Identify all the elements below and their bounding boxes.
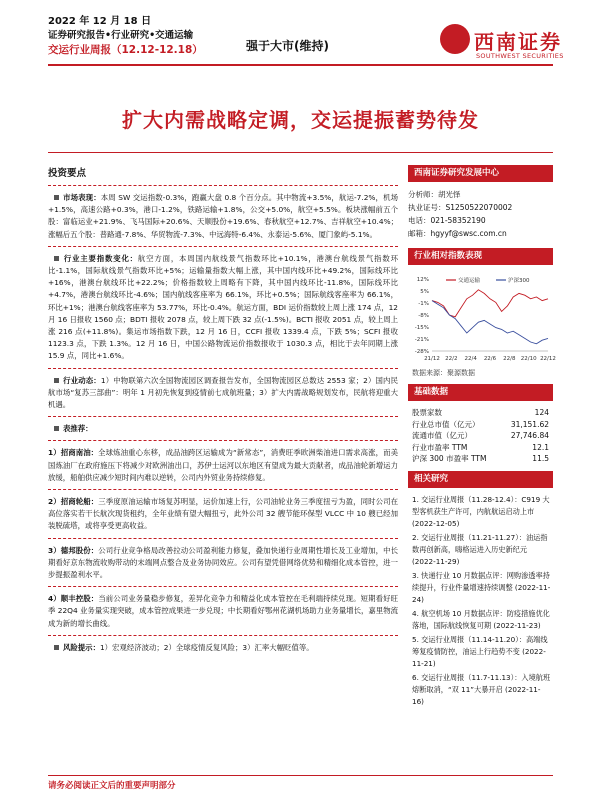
recommendation-text: 公司行业竞争格局改善拉动公司盈利能力修复，叠加快递行业周期性增长及工业增加，中长期看好京东物流收购带动的末端网点整合及业务协同效应。公司有望凭借网络优势和精细化成本管控，进一步提振盈利水平。 [48,545,398,580]
y-tick-label: -28% [414,349,429,355]
data-key: 行业市盈率 TTM [412,442,468,452]
footer-disclaimer: 请务必阅读正文后的重要声明部分 [48,781,176,791]
basic-data-row [408,453,553,465]
bullet-icon [54,195,59,200]
x-tick-label: 22/6 [483,356,497,362]
analyst-name: 分析师：胡光怿 [408,190,461,199]
recommendation-2 [48,489,398,538]
recommendation-title: 4）顺丰控股： [48,594,99,604]
analyst-license: 执业证号：S1250522070002 [408,203,513,212]
recommendation-1 [48,440,398,489]
data-value: 31,151.62 [510,419,549,429]
y-tick-label: -21% [414,337,429,343]
data-key: 股票家数 [412,408,442,417]
basic-data-row [408,407,553,419]
recommendation-title: 3）德邦股份： [48,545,99,555]
key-point-label: 行业动态： [63,375,101,385]
data-value: 124 [534,408,549,417]
basic-data-row [408,430,553,442]
key-point-recommend [48,416,398,440]
relative-index-chart [408,271,556,366]
relative-index-header: 行业相对指数表现 [408,248,553,265]
risk-text: 1）宏观经济波动；2）全球疫情反复风险；3）汇率大幅贬值等。 [99,642,314,652]
analyst-email[interactable]: 邮箱：hgyyf@swsc.com.cn [408,229,507,238]
key-point-text: 航空方面，本周国内航线景气指数环比+10.1%，港澳台航线景气指数环比-1.1%，国际航线景气指数环比+5%；运输量指数大幅上涨，其中国内线环比+49.2%，国际线环比+16%，港澳台航线环比+22.2%；价格指数较上周略有下降，其中国内线环比-11.8%，国际线环比+4.7%，港澳台航线环比-4.6%；国内航线客座率为 66.1%，环比+0.5%；国际航线客座率为 66.1%，环比+1%；港澳台航线客座率为 53.77%，环比-0.4%。航运方面，BDI 运价指数较上周上涨 174 点，12 月 16 日报收 1560 点；BDTI 报收 2078 点，较上周下跌 32 点(-1.5%)。BCTI 报收 2051 点，较上周上涨 216 点(+11.8%)。集运市场指数下跌，12 月 16 日，CCFI 报收 1339.4 点，下跌 5%；SCFI 报收 1123.3 点，下跌 1.3%。12 月 16 日，中国公路物流运价指数报收于 1030.3 点，相比于去年同期上涨 15.9 点，同比+1.6%。 [48,253,398,361]
key-points-title: 投资要点 [48,168,87,179]
related-report-link[interactable]: 5. 交运行业周报（11.14-11.20）：高端线筹复疫情防控，油运上行趋势不变 (2022-11-21) [412,634,548,668]
sidebar [408,165,556,710]
key-point-risk [48,635,398,659]
key-point-label: 行业主要指数变化： [63,253,138,263]
x-tick-label: 22/10 [520,356,537,362]
report-series-title: 交运行业周报（12.12-12.18） [48,44,203,56]
basic-data-row [408,442,553,454]
key-point-market [48,185,398,246]
series-line-hs300 [432,301,548,344]
recommendation-title: 1）招商南油： [48,448,99,458]
report-headline: 扩大内需战略定调，交运提振蓄势待发 [122,108,479,132]
bullet-icon [54,645,59,650]
headline-divider [48,152,553,153]
related-report-link[interactable]: 6. 交运行业周报（11.7-11.13）：入境航班熔断取消，“双 11”大暴开启 (2022-11-16) [412,672,551,706]
key-point-text: 本周 SW 交运指数-0.3%，跑赢大盘 0.8 个百分点。其中物流+3.5%，航运-7.2%，机场+1.5%，高速公路+0.3%，港口-1.2%，铁路运输+1.8%，公交+5.0%，航空+5.5%。板块涨幅前五个股：富临运业+21.9%、飞马国际+20.6%、天顺股份+19.6%、春秋航空+12.7%、吉祥航空+10.4%；涨幅后五个股：普路通-7.8%、华贸物流-7.3%、中远海特-6.4%、永泰运-5.6%、厦门象屿-5.1%。 [48,193,398,239]
relative-index-chart-svg [408,271,556,366]
y-tick-label: -8% [418,313,429,319]
recommend-label: 表推荐： [63,424,93,434]
risk-label: 风险提示： [63,642,100,652]
related-report-link[interactable]: 3. 快递行业 10 月数据点评：网购渗透率持续提升，行业件量增速持续调整 (2022-11-24) [412,570,551,604]
logo-english: SOUTHWEST SECURITIES [476,52,564,60]
related-report-link[interactable]: 1. 交运行业周报（11.28-12.4）：C919 大型客机获生产许可，内航航运启动上市 (2022-12-05) [412,494,550,528]
key-point-indices [48,246,398,368]
key-point-news [48,368,398,417]
data-key: 流通市值（亿元） [412,431,472,440]
key-point-label: 市场表现： [63,193,101,202]
x-tick-label: 22/12 [540,356,556,362]
related-research-header: 相关研究 [408,471,553,488]
x-tick-label: 22/4 [464,356,477,362]
basic-data-row [408,419,553,431]
y-tick-label: 12% [416,277,429,283]
data-key: 沪深 300 市盈率 TTM [412,454,487,463]
key-point-text: 1）中物联第六次全国物流园区调查报告发布，全国物流园区总数达 2553 家；2）国内民航市场“复苏三部曲”：明年 1 月初先恢复到疫情前七成航班量；3）扩大内需战略规划发布，民航将迎重大机遇。 [48,375,398,410]
chart-source: 数据来源：聚源数据 [412,369,475,377]
logo-text: 西南证券 [474,30,562,54]
data-key: 行业总市值（亿元） [412,419,480,429]
related-report-link[interactable]: 2. 交运行业周报（11.21-11.27）：油运指数再创新高，嗨格运进入历史新纪元 (2022-11-29) [412,532,548,566]
research-team-header: 西南证券研究发展中心 [408,165,553,182]
y-tick-label: 5% [420,289,429,295]
y-tick-label: -15% [414,325,429,331]
header-divider [48,64,553,66]
recommendation-title: 2）招商轮船： [48,497,99,507]
footer-divider [48,775,553,776]
logo-icon [440,24,470,54]
y-tick-label: -1% [418,301,429,307]
x-tick-label: 22/8 [503,356,516,362]
basic-data-header: 基础数据 [408,384,553,401]
key-points-column [48,165,398,659]
data-value: 27,746.84 [510,431,549,440]
series-line-transport [432,290,548,317]
x-tick-label: 21/12 [424,356,440,362]
report-date: 2022 年 12 月 18 日 [48,16,152,27]
related-report-link[interactable]: 4. 航空机场 10 月数据点评：防疫措施优化落地，国际航线恢复可期 (2022-11-23) [412,608,550,630]
recommendation-4 [48,586,398,635]
legend-label: 交通运输 [458,278,481,284]
industry-rating: 强于大市(维持) [246,39,329,53]
recommendation-3 [48,538,398,587]
x-tick-label: 22/2 [445,356,458,362]
basic-data-table [408,407,553,465]
analyst-phone: 电话：021-58352190 [408,216,486,225]
bullet-icon [54,378,59,383]
data-value: 11.5 [532,454,549,463]
bullet-icon [54,256,59,261]
legend-label: 沪深300 [508,278,530,284]
recommendation-text: 三季度原油运输市场复苏明显，运价加速上行，公司油轮业务三季度扭亏为盈，同时公司在高位落实若干长航次现货租约，全年业绩有望大幅扭亏，此外公司 32 艘节能环保型 VLCC 中 10 艘已经加装脱硫塔，或将享受更高收益。 [48,497,398,531]
recommendation-text: 全球炼油重心东移，成品油跨区运输成为“新常态”，消费旺季欧洲柴油进口需求高涨，而美国炼油厂在政府施压下将减少对欧洲油出口，苏伊士运河以东地区有望成为最大贡献者，成品油轮新增运力放缓，船舶供应减少短时间内难以逆转，公司内外贸业务持续修复。 [48,448,398,482]
data-value: 12.1 [532,442,549,452]
report-category: 证券研究报告•行业研究•交通运输 [48,30,194,41]
bullet-icon [54,426,59,431]
recommendation-text: 当前公司业务量稳步修复，差异化竞争力和精益化成本管控在毛利端持续兑现。短期看好旺季 22Q4 业务量实现突破，成本管控成果进一步兑现；中长期看好鄂州花湖机场助力业务量增长，嘉里物流成为新的增长曲线。 [48,594,398,628]
